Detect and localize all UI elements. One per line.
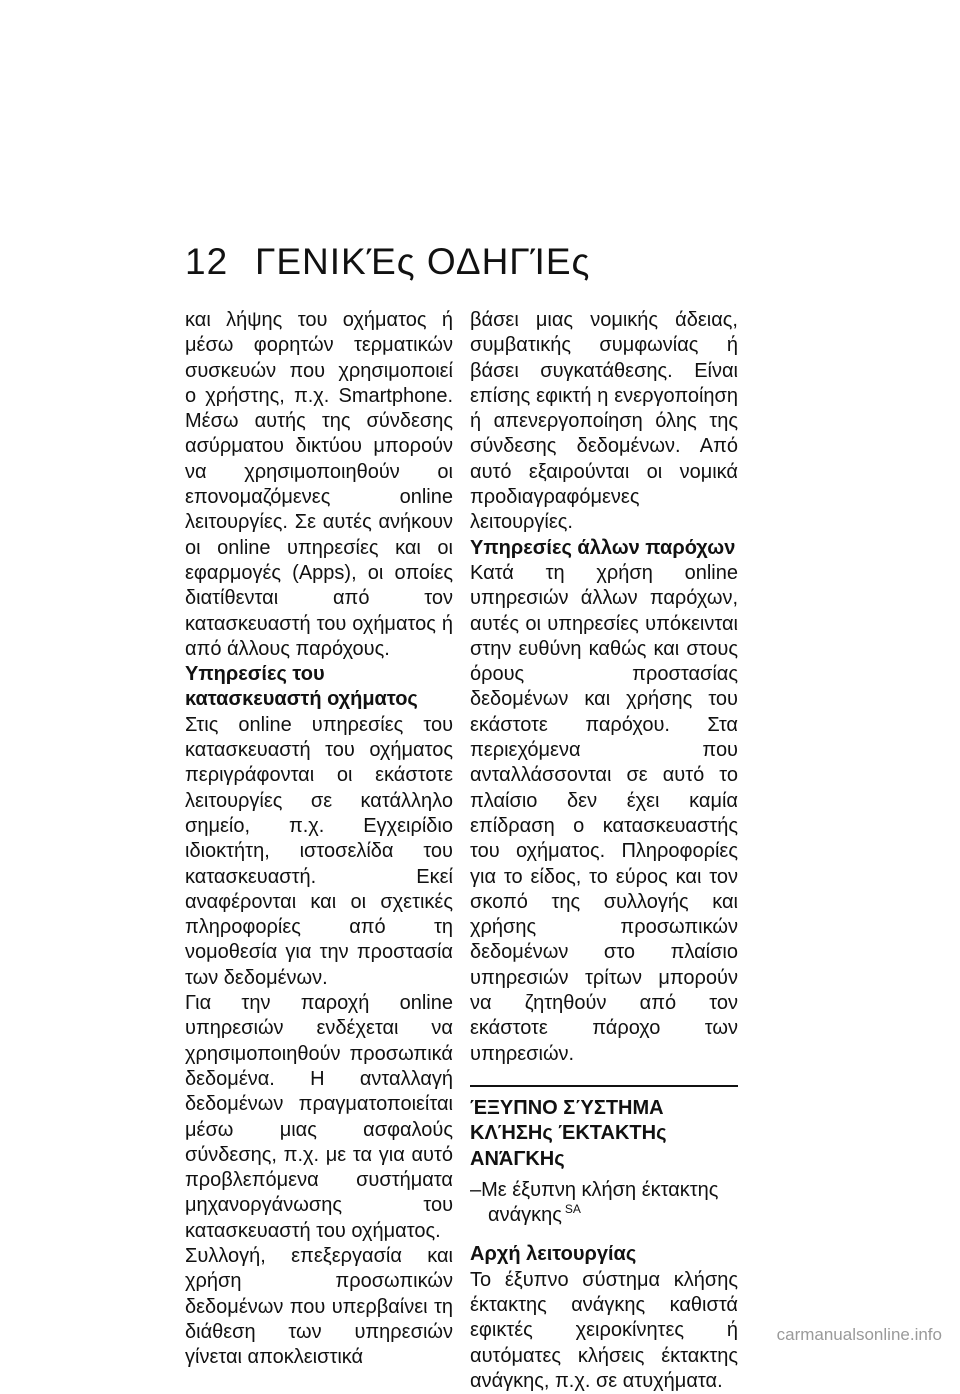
left-column — [185, 308, 453, 1370]
watermark-text: carmanualsonline.info — [776, 1325, 942, 1344]
intro-paragraph: και λήψης του οχήματος ή μέσω φορητών τερματικών συσκευών που χρησιμοποιεί ο χρήστης, π.χ. Smartphone. Μέσω αυτής της σύνδεσης ασύρματου δικτύου μπορούν να χρησιμοποιηθούν οι επονομαζόμενες online λειτουργίες. Σε αυτές ανήκουν οι online υπηρεσίες και οι εφαρμογές (Apps), οι οποίες διατίθενται από τον κατασκευαστή του οχήματος ή από άλλους παρόχους. — [185, 309, 453, 660]
chapter-title: ΓΕΝΙΚΈς ΟΔΗΓΊΕς — [255, 241, 591, 282]
operating-principle-heading: Αρχή λειτουργίας — [470, 1243, 637, 1266]
personal-data-paragraph: Για την παροχή online υπηρεσιών ενδέχεται να χρησιμοποιηθούν προσωπικά δεδομένα. Η ανταλλαγή δεδομένων πραγματοποιείται μέσω μιας ασφαλούς σύνδεσης, π.χ. με τα για αυτό προβλεπόμενα συστήματα μηχανοργάνωσης του κατασκευαστή του οχήματος. — [185, 992, 453, 1242]
right-column — [470, 308, 738, 1394]
manufacturer-services-paragraph: Στις online υπηρεσίες του κατασκευαστή του οχήματος περιγράφονται οι εκάστοτε λειτουργίες σε κατάλληλο σημείο, π.χ. Εγχειρίδιο ιδιοκτήτη, ιστοσελίδα του κατασκευαστή. Εκεί αναφέρονται και οι σχετικές πληροφορίες από τη νομοθεσία για την προστασία των δεδομένων. — [185, 713, 453, 989]
legal-basis-paragraph: βάσει μιας νομικής άδειας, συμβατικής συμφωνίας ή βάσει συγκατάθεσης. Είναι επίσης εφικτή η ενεργοποίηση ή απενεργοποίηση όλης της σύνδεσης δεδομένων. Από αυτό εξαιρούνται οι νομικά προδιαγραφόμενες λειτουργίες. — [470, 309, 738, 534]
page-header — [185, 238, 590, 286]
third-party-services-heading: Υπηρεσίες άλλων παρόχων — [470, 536, 736, 559]
list-item-text: –Με έξυπνη κλήση έκτακτης ανάγκης — [470, 1178, 719, 1227]
emergency-call-section-title: ΈΞΥΠΝΟ ΣΎΣΤΗΜΑ ΚΛΉΣΗς ΈΚΤΑΚΤΗς ΑΝΆΓΚΗς — [470, 1096, 667, 1170]
list-item — [470, 1178, 738, 1229]
manufacturer-services-heading: Υπηρεσίες του κατασκευαστή οχήματος — [185, 663, 418, 711]
equipment-code: SA — [564, 1202, 581, 1217]
operating-principle-paragraph: Το έξυπνο σύστημα κλήσης έκτακτης ανάγκης καθιστά εφικτές χειροκίνητες ή αυτόματες κλήσεις έκτακτης ανάγκης, π.χ. σε ατυχήματα. — [470, 1268, 738, 1392]
section-divider — [470, 1085, 738, 1087]
data-collection-paragraph: Συλλογή, επεξεργασία και χρήση προσωπικών δεδομένων που υπερβαίνει τη διάθεση των υπηρεσιών γίνεται αποκλειστικά — [185, 1244, 453, 1369]
third-party-services-paragraph: Κατά τη χρήση online υπηρεσιών άλλων παρόχων, αυτές οι υπηρεσίες υπόκεινται στην ευθύνη καθώς και στους όρους προστασίας δεδομένων και χρήσης του εκάστοτε παρόχου. Στα περιεχόμενα που ανταλλάσσονται σε αυτό το πλαίσιο δεν έχει καμία επίδραση ο κατασκευαστής του οχήματος. Πληροφορίες για το είδος, το εύρος και τον σκοπό της συλλογής και χρήσης προσωπικών δεδομένων στο πλαίσιο υπηρεσιών τρίτων μπορούν να ζητηθούν από τον εκάστοτε πάροχο των υπηρεσιών. — [470, 561, 738, 1065]
page-number: 12 — [185, 241, 229, 282]
